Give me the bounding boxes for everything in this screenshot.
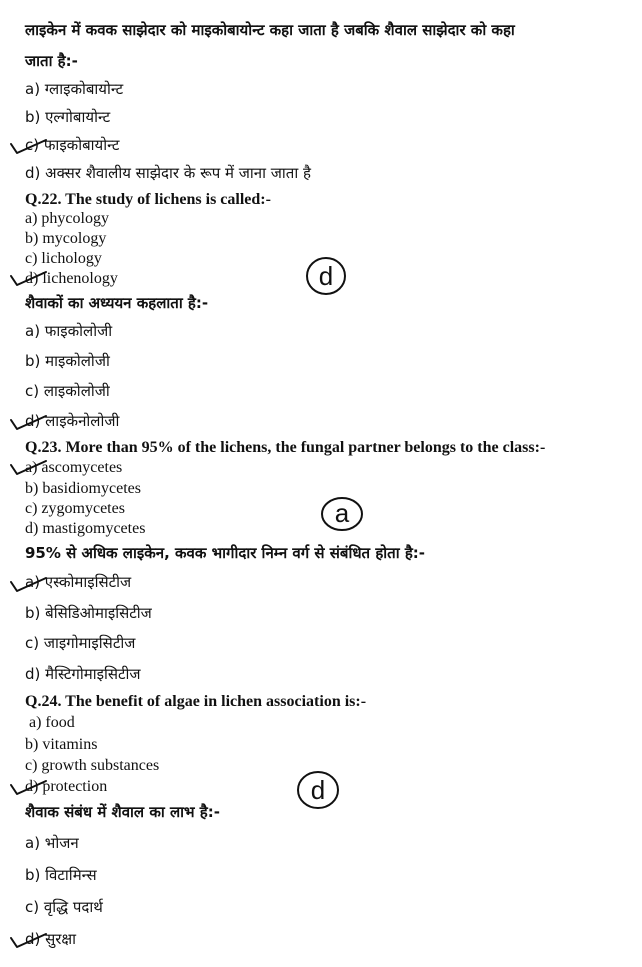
q22-hindi-question: शैवाकों का अध्ययन कहलाता है:-	[25, 294, 209, 312]
q23-question: Q.23. More than 95% of the lichens, the fungal partner belongs to the class:-	[25, 439, 546, 456]
q23-hindi-question: 95% से अधिक लाइकेन, कवक भागीदार निम्न वर्ग से संबंधित होता है:-	[25, 544, 426, 562]
q24-hindi-option-c: c) वृद्धि पदार्थ	[25, 898, 103, 916]
q23-hindi-option-d: d) मैस्टिगोमाइसिटीज	[25, 665, 141, 683]
q22-option-c: c) lichology	[25, 250, 102, 267]
q24-option-a: a) food	[29, 714, 75, 731]
q24-hindi-question: शैवाक संबंध में शैवाल का लाभ है:-	[25, 803, 220, 821]
q24-hindi-option-d: d) सुरक्षा	[25, 930, 77, 948]
tick-mark-icon	[8, 457, 50, 479]
q22-option-b: b) mycology	[25, 230, 107, 247]
q22-hindi-option-d: d) लाइकेनोलोजी	[25, 412, 120, 430]
q22-question: Q.22. The study of lichens is called:-	[25, 191, 271, 208]
q22-hindi-option-c: c) लाइकोलोजी	[25, 382, 110, 400]
answer-circle-icon	[296, 768, 340, 812]
tick-mark-icon	[8, 268, 50, 290]
answer-circle-icon	[304, 254, 348, 298]
q23-hindi-option-a: a) एस्कोमाइसिटीज	[25, 573, 132, 591]
q24-answer-letter: d	[310, 775, 326, 805]
q22-answer-letter: d	[318, 261, 334, 291]
q22-hindi-option-a: a) फाइकोलोजी	[25, 322, 113, 340]
q24-hindi-option-b: b) विटामिन्स	[25, 866, 97, 884]
intro-option-b: b) एल्गोबायोन्ट	[25, 108, 111, 126]
answer-circle-icon	[320, 492, 364, 536]
intro-option-a: a) ग्लाइकोबायोन्ट	[25, 80, 124, 98]
tick-mark-icon	[8, 777, 50, 799]
q24-option-d: d) protection	[25, 778, 108, 795]
intro-option-d: d) अक्सर शैवालीय साझेदार के रूप में जाना जाता है	[25, 164, 311, 182]
q24-question: Q.24. The benefit of algae in lichen association is:-	[25, 693, 367, 710]
intro-option-c: c) फाइकोबायोन्ट	[25, 136, 120, 154]
q23-option-c: c) zygomycetes	[25, 500, 125, 517]
q23-option-a: a) ascomycetes	[25, 459, 123, 476]
tick-mark-icon	[8, 136, 50, 158]
q22-hindi-option-b: b) माइकोलोजी	[25, 352, 110, 370]
q24-option-c: c) growth substances	[25, 757, 160, 774]
q24-option-b: b) vitamins	[25, 736, 98, 753]
q23-hindi-option-b: b) बेसिडिओमाइसिटीज	[25, 604, 152, 622]
q24-hindi-option-a: a) भोजन	[25, 834, 79, 852]
tick-mark-icon	[8, 412, 50, 434]
intro-heading-line-2: जाता है:-	[25, 52, 78, 70]
q22-option-a: a) phycology	[25, 210, 109, 227]
q23-hindi-option-c: c) जाइगोमाइसिटीज	[25, 634, 136, 652]
q22-option-d: d) lichenology	[25, 270, 118, 287]
q23-option-d: d) mastigomycetes	[25, 520, 146, 537]
tick-mark-icon	[8, 930, 50, 952]
q23-answer-letter: a	[334, 498, 350, 528]
q23-option-b: b) basidiomycetes	[25, 480, 141, 497]
tick-mark-icon	[8, 574, 50, 596]
intro-heading-line-1: लाइकेन में कवक साझेदार को माइकोबायोन्ट कहा जाता है जबकि शैवाल साझेदार को कहा	[25, 21, 515, 39]
